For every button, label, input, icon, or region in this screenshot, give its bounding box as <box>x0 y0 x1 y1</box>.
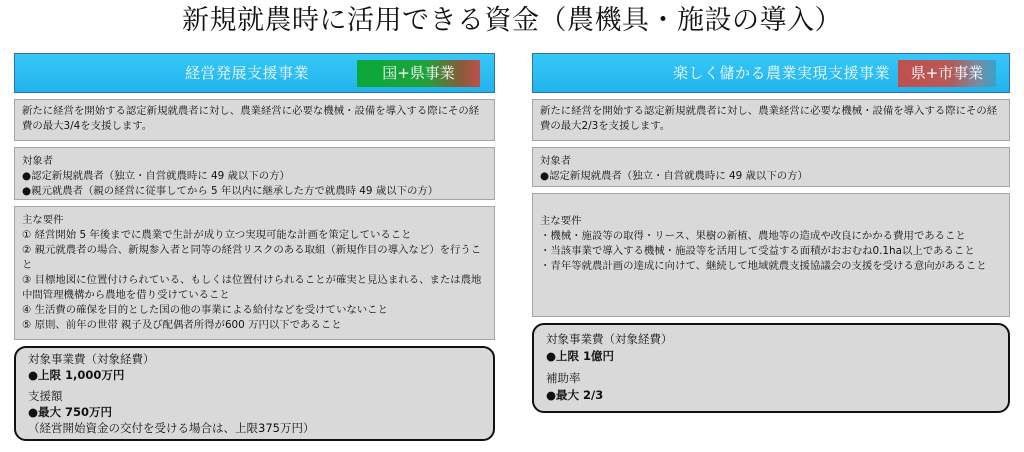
eligible-heading: 対象者 <box>22 155 54 167</box>
eligible-item: ●認定新規就農者（独立・自営就農時に 49 歳以下の方） <box>540 170 808 182</box>
eligible-heading: 対象者 <box>540 155 572 167</box>
cost-label: 対象事業費（対象経費） <box>28 352 155 366</box>
eligible-item: ●認定新規就農者（独立・自営就農時に 49 歳以下の方） <box>22 170 290 182</box>
requirements-panel <box>532 193 1010 317</box>
rate-label: 補助率 <box>546 371 581 385</box>
intro-text: 新たに経営を開始する認定新規就農者に対し、農業経営に必要な機械・設備を導入する際にその経費の最大3/4を支援します。 <box>22 105 480 132</box>
eligible-panel <box>532 147 1010 187</box>
intro-panel <box>532 99 1010 141</box>
requirement-item: ・当該事業で導入する機械・施設等を活用して受益する面積がおおむね0.1ha以上であること <box>540 245 975 257</box>
requirements-panel <box>14 206 495 340</box>
cost-value: ●上限 1,000万円 <box>28 368 125 382</box>
cost-value: ●上限 1億円 <box>546 349 615 363</box>
requirement-item: ④ 生活費の確保を目的とした国の他の事業による給付などを受けていないこと <box>22 304 388 316</box>
support-value: ●最大 750万円 <box>28 405 113 419</box>
requirement-item: ・青年等就農計画の達成に向けて、継続して地域就農支援協議会の支援を受ける意向があること <box>540 260 987 272</box>
support-label: 支援額 <box>28 389 63 403</box>
eligible-item: ●親元就農者（親の経営に従事してから 5 年以内に継承した方で就農時 49 歳以下の方） <box>22 185 439 197</box>
requirement-item: ① 経営開始 5 年後までに農業で生計が成り立つ実現可能な計画を策定していること <box>22 229 412 241</box>
program-column-left <box>14 53 495 441</box>
intro-text: 新たに経営を開始する認定新規就農者に対し、農業経営に必要な機械・設備を導入する際にその経費の最大2/3を支援します。 <box>540 105 998 132</box>
requirements-heading: 主な要件 <box>540 215 582 227</box>
requirement-item: ・機械・施設等の取得・リース、果樹の新植、農地等の造成や改良にかかる費用であること <box>540 230 966 242</box>
funding-badge: 県+市事業 <box>898 60 996 87</box>
eligible-panel <box>14 147 495 200</box>
page-title: 新規就農時に活用できる資金（農機具・施設の導入） <box>182 5 842 36</box>
program-header <box>14 53 495 93</box>
cost-label: 対象事業費（対象経費） <box>546 332 673 346</box>
program-title: 経営発展支援事業 <box>185 64 310 82</box>
requirement-item: ② 親元就農者の場合、新規参入者と同等の経営リスクのある取組（新規作目の導入など）を行うこと <box>22 244 482 271</box>
funding-badge: 国+県事業 <box>357 60 480 87</box>
cost-box <box>14 346 495 441</box>
requirement-item: ③ 目標地図に位置付けられている、もしくは位置付けられることが確実と見込まれる、または農地中間管理機構から農地を借り受けていること <box>22 274 482 301</box>
requirements-heading: 主な要件 <box>22 214 64 226</box>
requirement-item: ⑤ 原則、前年の世帯 親子及び配偶者所得が600 万円以下であること <box>22 319 342 331</box>
cost-box <box>532 323 1010 413</box>
intro-panel <box>14 99 495 141</box>
support-note: （経営開始資金の交付を受ける場合は、上限375万円） <box>28 421 315 435</box>
program-title: 楽しく儲かる農業実現支援事業 <box>673 64 891 82</box>
program-header <box>532 53 1010 93</box>
rate-value: ●最大 2/3 <box>546 388 604 402</box>
program-column-right <box>532 53 1010 413</box>
